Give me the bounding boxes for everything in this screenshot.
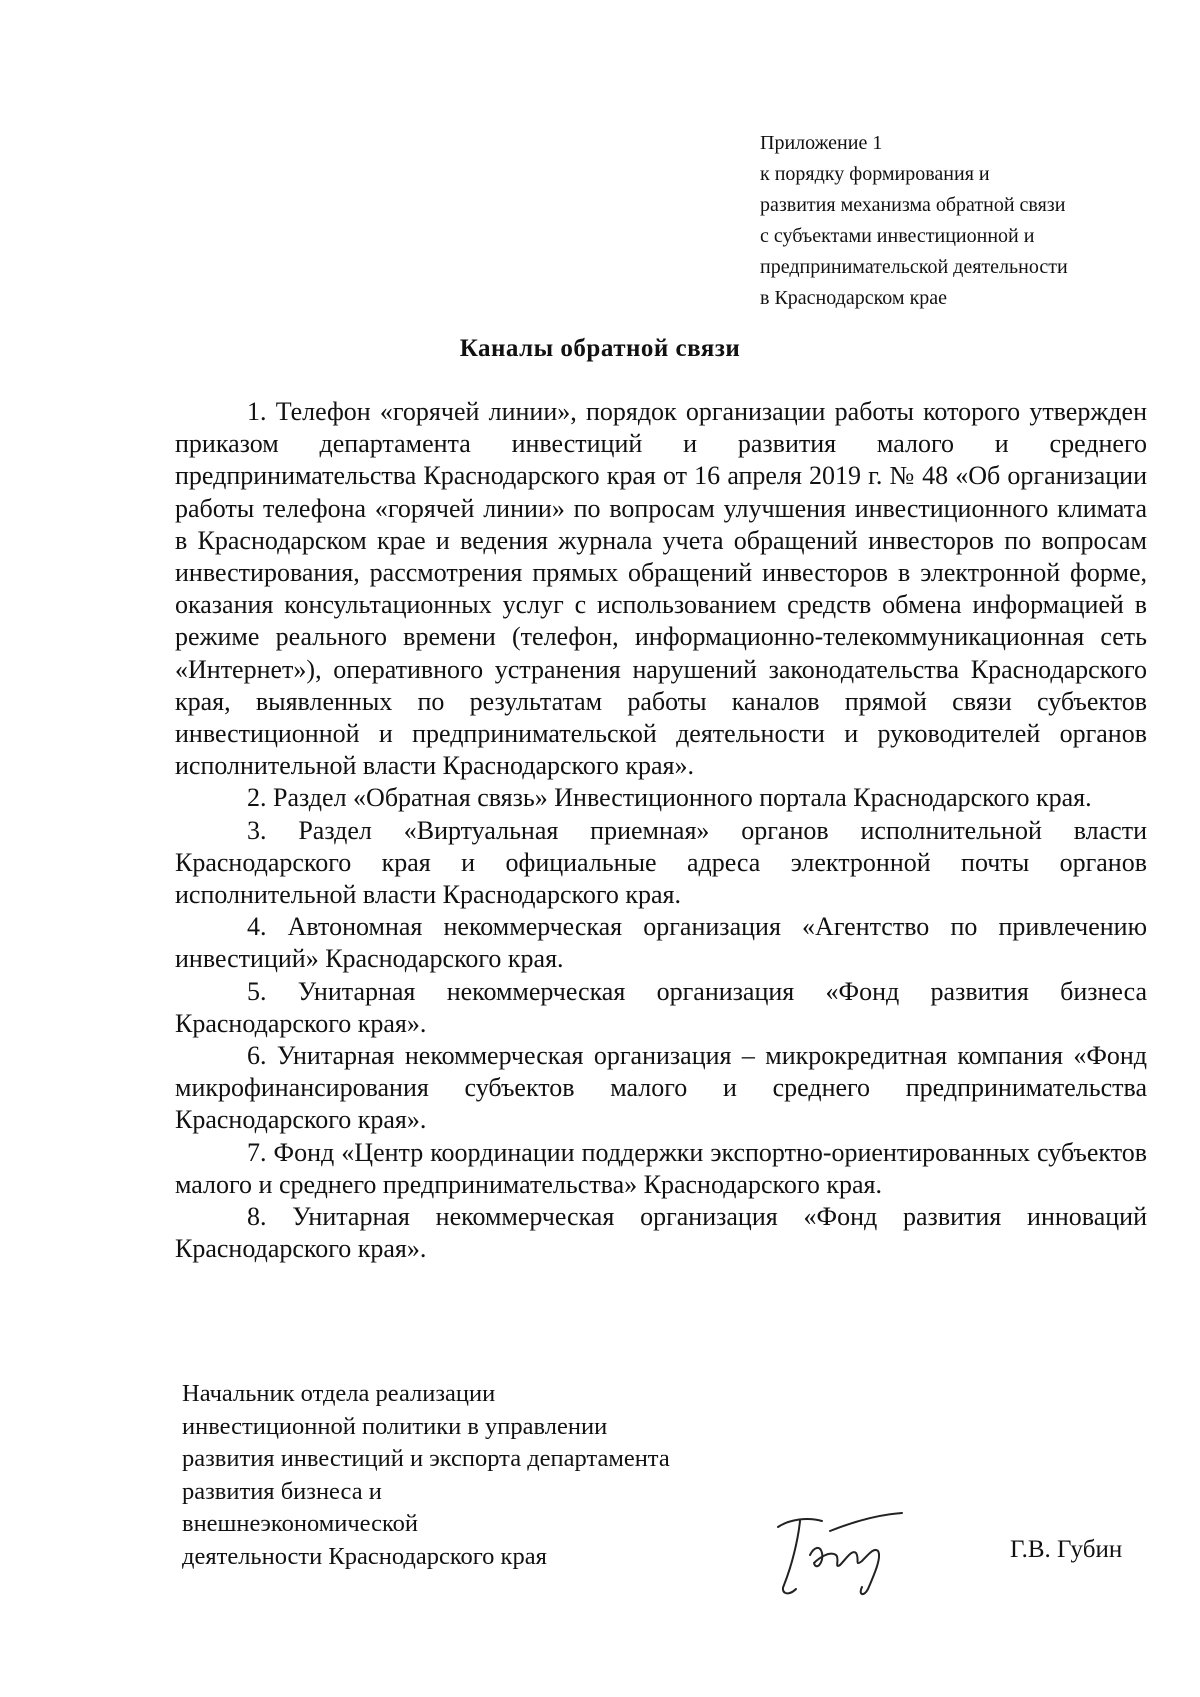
position-line: внешнеэкономической bbox=[182, 1510, 419, 1537]
annex-line: предпринимательской деятельности bbox=[760, 256, 1068, 278]
annex-line: Приложение 1 bbox=[760, 132, 883, 154]
list-item: 8. Унитарная некоммерческая организация «Фонд развития инноваций Краснодарского края». bbox=[175, 1202, 1147, 1264]
position-line: инвестиционной политики в управлении bbox=[182, 1412, 608, 1440]
handwritten-signature bbox=[770, 1505, 910, 1605]
annex-line: в Краснодарском крае bbox=[760, 287, 948, 309]
position-line: деятельности Краснодарского края bbox=[182, 1542, 547, 1570]
list-item: 4. Автономная некоммерческая организация «Агентство по привлечению инвестиций» Краснодарского края. bbox=[175, 912, 1147, 974]
signatory-name: Г.В. Губин bbox=[1010, 1536, 1123, 1563]
signatory-position bbox=[182, 1378, 782, 1573]
list-item: 5. Унитарная некоммерческая организация «Фонд развития бизнеса Краснодарского края». bbox=[175, 976, 1147, 1038]
annex-header bbox=[760, 128, 1160, 314]
annex-line: к порядку формирования и bbox=[760, 163, 990, 185]
list-item: 1. Телефон «горячей линии», порядок организации работы которого утвержден приказом департамента инвестиций и развития малого и среднего предпринимательства Краснодарского края от 16 апреля 2019 г. № 48 «Об организации работы телефона «горячей линии» по вопросам улучшения инвестиционного климата в Краснодарском крае и ведения журнала учета обращений инвесторов по вопросам инвестирования, рассмотрения прямых обращений инвесторов в электронной форме, оказания консультационных услуг с использованием средств обмена информацией в режиме реального времени (телефон, информационно-телекоммуникационная сеть «Интернет»), оперативного устранения нарушений законодательства Краснодарского края, выявленных по результатам работы каналов прямой связи субъектов инвестиционной и предпринимательской деятельности и руководителей органов исполнительной власти Краснодарского края». bbox=[175, 397, 1147, 781]
position-line: развития бизнеса и bbox=[182, 1477, 382, 1505]
annex-line: с субъектами инвестиционной и bbox=[760, 225, 1035, 247]
position-line: Начальник отдела реализации bbox=[182, 1380, 496, 1407]
list-item: 3. Раздел «Виртуальная приемная» органов исполнительной власти Краснодарского края и официальные адреса электронной почты органов исполнительной власти Краснодарского края. bbox=[175, 815, 1147, 910]
list-item: 6. Унитарная некоммерческая организация – микрокредитная компания «Фонд микрофинансирования субъектов малого и среднего предпринимательства Краснодарского края». bbox=[175, 1041, 1147, 1135]
position-line: развития инвестиций и экспорта департамента bbox=[182, 1445, 670, 1472]
list-item: 2. Раздел «Обратная связь» Инвестиционного портала Краснодарского края. bbox=[247, 783, 1092, 813]
channels-list bbox=[175, 396, 1147, 1265]
document-title: Каналы обратной связи bbox=[459, 335, 741, 362]
annex-line: развития механизма обратной связи bbox=[760, 194, 1066, 216]
list-item: 7. Фонд «Центр координации поддержки экспортно-ориентированных субъектов малого и среднего предпринимательства» Краснодарского края. bbox=[175, 1137, 1147, 1199]
